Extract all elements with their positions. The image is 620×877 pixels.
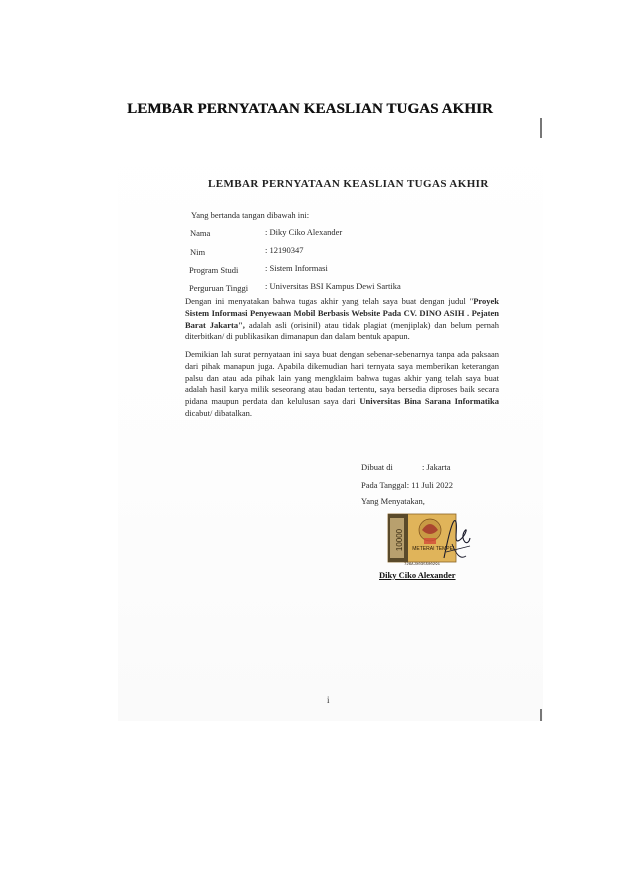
page-number: i [327,695,330,705]
place-label: Dibuat di [361,462,393,472]
scan-edge-mark [540,709,542,721]
stamp-code: 726AJX035500291 [403,563,441,567]
scan-edge-mark [540,118,542,138]
stamp-label: METERAI TEMPEL [412,546,456,552]
statement-text: Dengan ini menyatakan bahwa tugas akhir yang telah saya buat dengan judul " [185,296,474,306]
field-label-nim: Nim [190,247,206,257]
stamp-value: 10000 [395,528,404,552]
place-value: : Jakarta [422,462,451,472]
page-heading: LEMBAR PERNYATAAN KEASLIAN TUGAS AKHIR [127,101,493,117]
declarant-line: Yang Menyatakan, [361,496,425,506]
intro-line: Yang bertanda tangan dibawah ini: [191,210,310,220]
field-label-perguruan-tinggi: Perguruan Tinggi [189,283,249,293]
project-title: Proyek Sistem Informasi Penyewaan Mobil Berbasis Website Pada CV. DINO ASIH . Pejaten Barat Jakarta", [185,296,499,330]
field-label-program-studi: Program Studi [189,265,239,275]
field-value-nim: : 12190347 [265,245,304,255]
statement-text-end: adalah asli (orisinil) atau tidak plagiat (menjiplak) dan belum pernah diterbitkan/ di publikasikan dimanapun dan dalam bentuk apapun. [185,319,500,342]
field-label-nama: Nama [190,228,211,238]
declaration-paragraph [185,349,499,420]
university-name: Universitas Bina Sarana Informatika [359,396,499,407]
field-value-perguruan-tinggi: : Universitas BSI Kampus Dewi Sartika [265,281,401,291]
document-title: LEMBAR PERNYATAAN KEASLIAN TUGAS AKHIR [208,178,489,190]
declaration-text: Demikian lah surat pernyataan ini saya buat dengan sebenar-sebenarnya tanpa ada paksaan dari pihak manapun juga. Apabila dikemudian hari ternyata saya memberikan keterangan palsu dan atau ada pihak lain yang mengklaim bahwa tugas akhir yang telah saya buat adalah hasil karya milik seseorang atau badan tertentu, saya bersedia diproses baik secara pidana maupun perdata dan kelulusan saya dari [185,349,499,407]
stamp-and-signature [372,508,472,572]
meterai-stamp-image [372,508,472,572]
signer-name: Diky Ciko Alexander [379,570,456,580]
field-value-program-studi: : Sistem Informasi [265,263,328,273]
declaration-text-end: dicabut/ dibatalkan. [185,407,253,418]
statement-paragraph [185,296,499,343]
field-value-nama: : Diky Ciko Alexander [265,227,343,237]
date-line: Pada Tanggal: 11 Juli 2022 [361,480,453,490]
